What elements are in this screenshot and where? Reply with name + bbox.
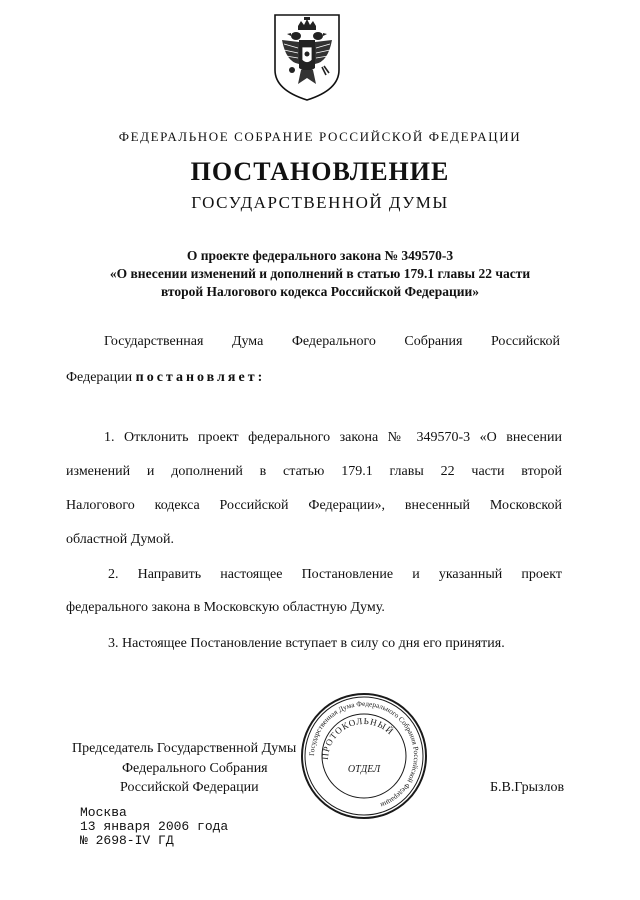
document-subtitle: ГОСУДАРСТВЕННОЙ ДУМЫ xyxy=(191,193,449,212)
preamble-line-2-start: Федерации xyxy=(66,370,136,385)
assembly-heading: ФЕДЕРАЛЬНОЕ СОБРАНИЕ РОССИЙСКОЙ ФЕДЕРАЦИИ xyxy=(118,129,522,144)
stamp-ring-text: Государственная Дума Федерального Собрания Российской Федерации xyxy=(307,699,421,810)
item-1-line-2: изменений и дополнений в статью 179.1 главы 22 части второй xyxy=(66,464,562,479)
stamp-inner-top: ПРОТОКОЛЬНЫЙ xyxy=(319,715,396,761)
subject-line-2: «О внесении изменений и дополнений в статью 179.1 главы 22 части xyxy=(109,266,531,281)
official-stamp xyxy=(298,690,430,822)
coat-of-arms-icon xyxy=(272,12,342,102)
signatory-position-line-2: Федерального Собрания xyxy=(122,761,268,776)
stamp-center-text: ОТДЕЛ xyxy=(347,764,381,775)
subject-line-1: О проекте федерального закона № 349570-3 xyxy=(186,248,454,263)
footer-number: № 2698-IV ГД xyxy=(80,833,174,848)
item-1-line-1: 1. Отклонить проект федерального закона № 349570-3 «О внесении xyxy=(104,430,562,445)
item-1-line-4: областной Думой. xyxy=(66,532,175,547)
signatory-position-line-1: Председатель Государственной Думы xyxy=(72,741,297,756)
preamble-line-2 xyxy=(66,370,265,386)
item-1-line-3: Налогового кодекса Российской Федерации», внесенный Московской xyxy=(66,498,562,513)
item-2-line-2: федерального закона в Московскую областную Думу. xyxy=(66,600,385,615)
signatory-name: Б.В.Грызлов xyxy=(490,780,565,795)
svg-text:ПРОТОКОЛЬНЫЙ xyxy=(320,716,396,760)
signatory-position-line-3: Российской Федерации xyxy=(120,780,259,795)
item-3-line-1: 3. Настоящее Постановление вступает в силу со дня его принятия. xyxy=(108,636,505,651)
footer-city: Москва xyxy=(80,805,127,820)
footer-date: 13 января 2006 года xyxy=(80,819,229,834)
document-title: ПОСТАНОВЛЕНИЕ xyxy=(190,157,450,186)
subject-line-3: второй Налогового кодекса Российской Федерации» xyxy=(160,284,480,299)
item-2-line-1: 2. Направить настоящее Постановление и указанный проект xyxy=(108,567,562,582)
resolves-word: постановляет: xyxy=(135,370,266,385)
preamble-line-1: Государственная Дума Федерального Собрания Российской xyxy=(104,334,560,349)
